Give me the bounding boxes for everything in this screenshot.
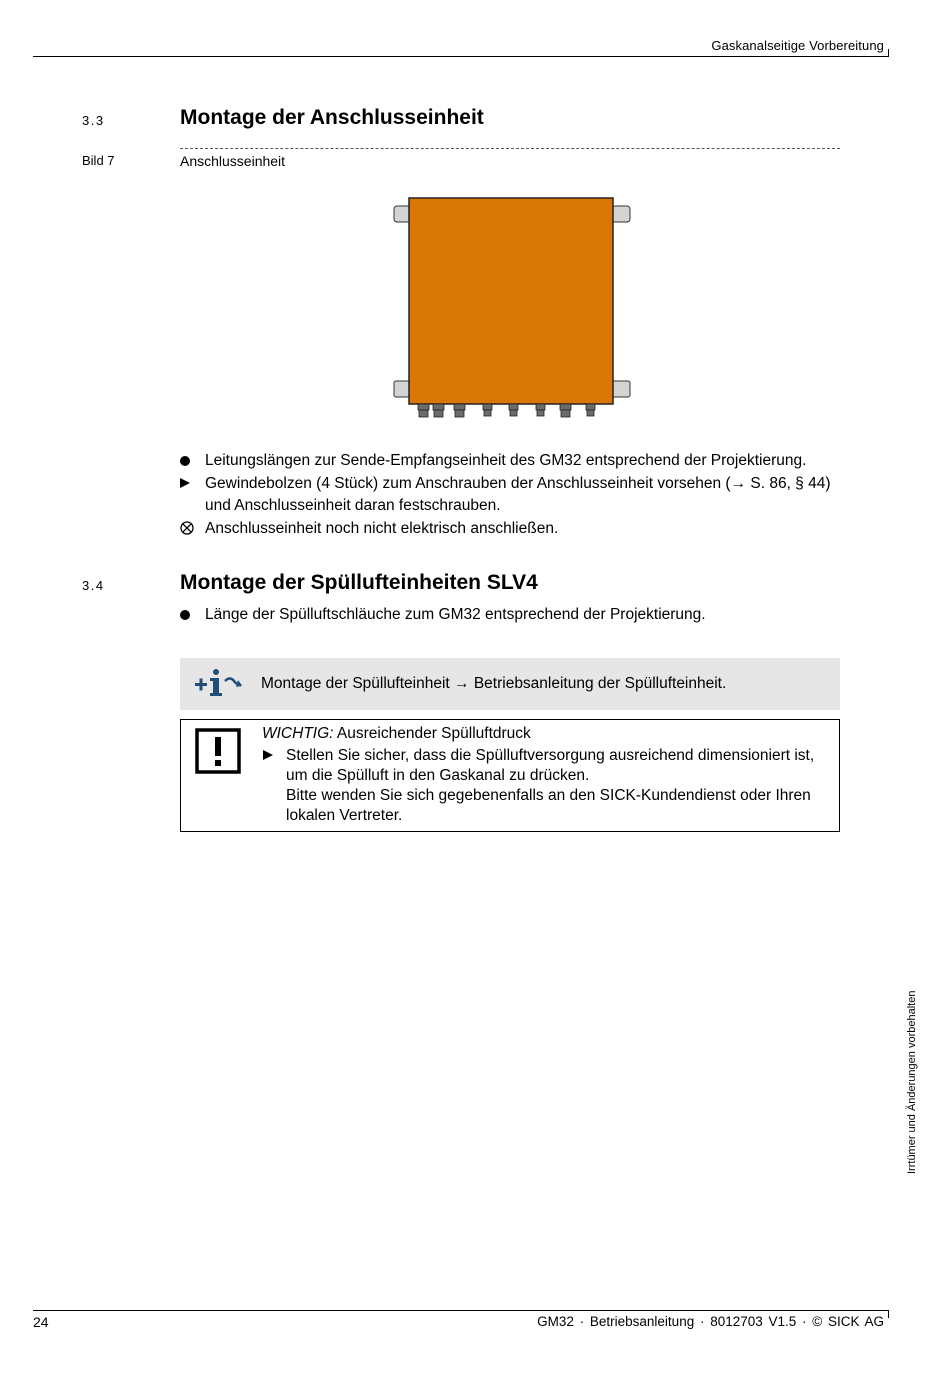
warning-box: [180, 719, 840, 832]
mounting-lug: [612, 381, 630, 397]
connection-unit-illustration: [390, 195, 635, 421]
page-number: 24: [33, 1314, 49, 1330]
warning-heading: [262, 724, 531, 744]
section-number: 3.4: [82, 578, 105, 593]
warning-title: Ausreichender Spülluftdruck: [336, 725, 531, 742]
figure-label: Bild 7: [82, 153, 115, 168]
exclamation-icon: [195, 728, 241, 774]
mounting-lug: [612, 206, 630, 222]
figure-caption: Anschlusseinheit: [180, 153, 286, 169]
footer-rule: [33, 1310, 889, 1311]
warning-label: WICHTIG:: [262, 725, 334, 742]
bullet-icon: [180, 604, 200, 627]
action-arrow-icon: [263, 745, 273, 765]
footer-rule-tick: [888, 1310, 889, 1318]
enclosure-box: [409, 198, 613, 404]
section-title: Montage der Spüllufteinheiten SLV4: [180, 571, 538, 594]
header-rule: [33, 56, 889, 57]
side-note: Irrtümer und Änderungen vorbehalten: [906, 990, 918, 1174]
cable-glands: [418, 404, 595, 417]
figure-divider: [180, 148, 840, 149]
list-item-text: Anschlusseinheit noch nicht elektrisch anschließen.: [205, 520, 559, 537]
info-reference-icon: [194, 668, 244, 700]
prohibit-icon: [180, 518, 200, 542]
header-title: Gaskanalseitige Vorbereitung: [711, 38, 884, 53]
list-item-text: Länge der Spülluftschläuche zum GM32 entsprechend der Projektierung.: [205, 606, 706, 623]
warning-line-1: Stellen Sie sicher, dass die Spülluftversorgung ausreichend dimensioniert ist, um die Spülluft in den Gaskanal zu drücken.: [286, 747, 815, 784]
header-rule-tick: [888, 49, 889, 57]
action-arrow-icon: [180, 473, 200, 495]
section-number: 3.3: [82, 113, 105, 128]
bullet-icon: [180, 450, 200, 473]
warning-line-2: Bitte wenden Sie sich gegebenenfalls an den SICK-Kundendienst oder Ihren lokalen Vertreter.: [286, 787, 811, 824]
footer-doc-info: GM32 · Betriebsanleitung · 8012703 V1.5 · © SICK AG: [537, 1314, 884, 1329]
section-title: Montage der Anschlusseinheit: [180, 106, 484, 129]
list-item-text: Leitungslängen zur Sende-Empfangseinheit des GM32 entsprechend der Projektierung.: [205, 452, 807, 469]
info-note: [180, 658, 840, 710]
info-note-text: Montage der Spüllufteinheit → Betriebsanleitung der Spüllufteinheit.: [261, 675, 727, 692]
list-item-text: Gewindebolzen (4 Stück) zum Anschrauben der Anschlusseinheit vorsehen (→ S. 86, § 44) und Anschlusseinheit daran festschrauben.: [205, 475, 831, 514]
